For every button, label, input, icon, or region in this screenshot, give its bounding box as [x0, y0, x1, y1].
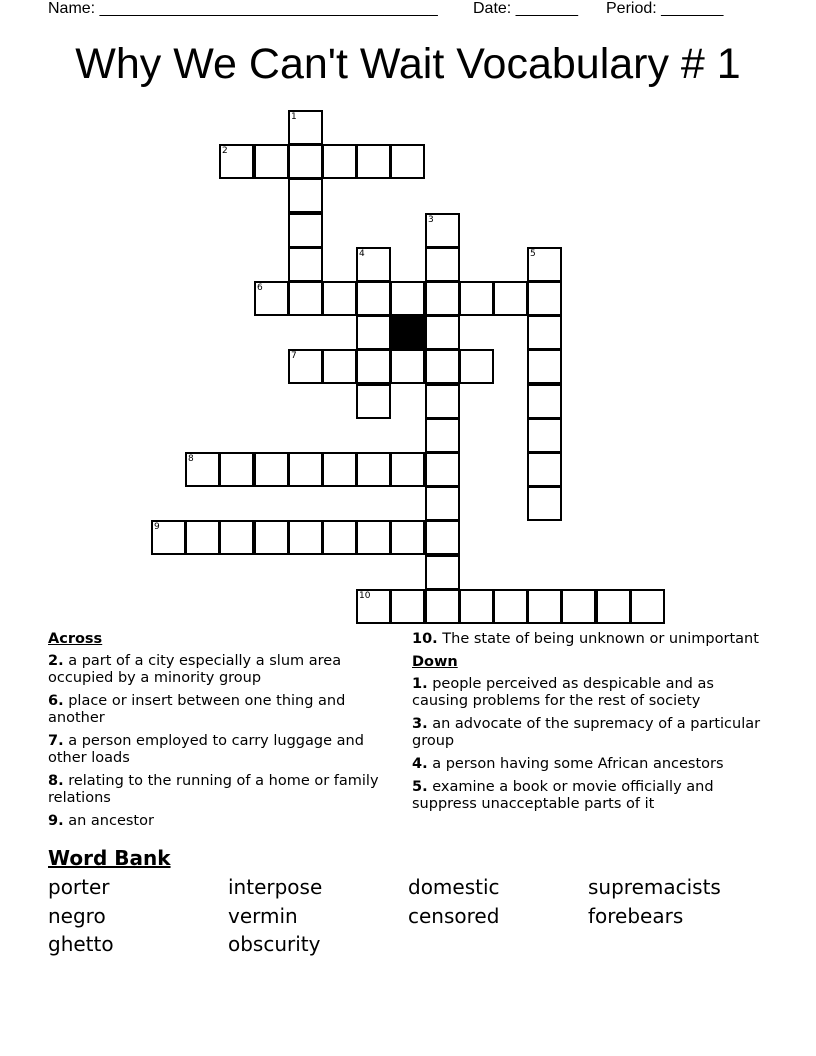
- crossword-cell[interactable]: [630, 589, 665, 624]
- crossword-cell[interactable]: [425, 315, 460, 350]
- crossword-cell[interactable]: [493, 589, 528, 624]
- period-field-label: Period: _______: [606, 0, 724, 17]
- across-clues: [48, 631, 398, 836]
- crossword-cell[interactable]: [527, 315, 562, 350]
- crossword-cell[interactable]: [425, 486, 460, 521]
- crossword-cell[interactable]: [390, 281, 425, 316]
- crossword-cell[interactable]: [185, 452, 220, 487]
- crossword-cell[interactable]: [288, 349, 323, 384]
- clue-number: 4: [359, 249, 365, 259]
- crossword-cell[interactable]: [459, 349, 494, 384]
- crossword-cell[interactable]: [425, 213, 460, 248]
- crossword-cell[interactable]: [425, 384, 460, 419]
- crossword-cell[interactable]: [425, 281, 460, 316]
- crossword-cell[interactable]: [561, 589, 596, 624]
- clue-number: 10: [359, 591, 371, 601]
- clue-down-5: 5. examine a book or movie officially and suppress unacceptable parts of it: [412, 779, 714, 812]
- crossword-cell[interactable]: [527, 384, 562, 419]
- crossword-cell[interactable]: [390, 452, 425, 487]
- crossword-cell[interactable]: [322, 349, 357, 384]
- word-bank-item: domestic: [408, 875, 500, 899]
- crossword-cell[interactable]: [425, 418, 460, 453]
- clue-down-3: 3. an advocate of the supremacy of a particular group: [412, 716, 761, 749]
- crossword-cell[interactable]: [322, 520, 357, 555]
- crossword-cell[interactable]: [356, 589, 391, 624]
- word-bank-item: porter: [48, 875, 110, 899]
- across-heading: Across: [48, 631, 103, 647]
- word-bank-item: forebears: [588, 904, 684, 928]
- crossword-cell[interactable]: [527, 486, 562, 521]
- crossword-cell[interactable]: [527, 452, 562, 487]
- crossword-cell[interactable]: [390, 144, 425, 179]
- crossword-cell[interactable]: [288, 213, 323, 248]
- clue-across-8: 8. relating to the running of a home or family relations: [48, 773, 379, 806]
- word-bank-item: negro: [48, 904, 106, 928]
- word-bank-item: supremacists: [588, 875, 721, 899]
- crossword-cell[interactable]: [356, 520, 391, 555]
- crossword-cell[interactable]: [390, 520, 425, 555]
- clue-number: 3: [428, 215, 434, 225]
- crossword-black-square: [390, 315, 425, 350]
- word-bank-item: vermin: [228, 904, 298, 928]
- crossword-cell[interactable]: [493, 281, 528, 316]
- clue-number: 2: [222, 146, 228, 156]
- crossword-cell[interactable]: [288, 144, 323, 179]
- crossword-cell[interactable]: [390, 349, 425, 384]
- crossword-cell[interactable]: [356, 281, 391, 316]
- word-bank-item: interpose: [228, 875, 323, 899]
- crossword-cell[interactable]: [527, 247, 562, 282]
- crossword-cell[interactable]: [151, 520, 186, 555]
- clue-number: 1: [291, 112, 297, 122]
- crossword-cell[interactable]: [596, 589, 631, 624]
- crossword-cell[interactable]: [254, 452, 289, 487]
- word-bank-item: obscurity: [228, 932, 321, 956]
- crossword-cell[interactable]: [425, 452, 460, 487]
- clue-across-9: 9. an ancestor: [48, 813, 154, 829]
- page-title: Why We Can't Wait Vocabulary # 1: [75, 40, 741, 88]
- clue-across-6: 6. place or insert between one thing and another: [48, 693, 346, 726]
- crossword-cell[interactable]: [288, 281, 323, 316]
- crossword-cell[interactable]: [356, 349, 391, 384]
- crossword-cell[interactable]: [527, 281, 562, 316]
- crossword-cell[interactable]: [254, 281, 289, 316]
- crossword-cell[interactable]: [425, 520, 460, 555]
- crossword-cell[interactable]: [459, 589, 494, 624]
- clue-number: 5: [530, 249, 536, 259]
- crossword-cell[interactable]: [288, 178, 323, 213]
- clue-down-1: 1. people perceived as despicable and as causing problems for the rest of society: [412, 676, 714, 709]
- crossword-cell[interactable]: [356, 384, 391, 419]
- date-field-label: Date: _______: [473, 0, 578, 17]
- word-bank-item: censored: [408, 904, 500, 928]
- clue-down-4: 4. a person having some African ancestors: [412, 756, 724, 772]
- crossword-cell[interactable]: [219, 452, 254, 487]
- crossword-cell[interactable]: [356, 247, 391, 282]
- crossword-cell[interactable]: [356, 144, 391, 179]
- crossword-cell[interactable]: [322, 452, 357, 487]
- crossword-cell[interactable]: [356, 315, 391, 350]
- down-heading: Down: [412, 654, 458, 670]
- crossword-cell[interactable]: [527, 349, 562, 384]
- clue-number: 8: [188, 454, 194, 464]
- crossword-cell[interactable]: [459, 281, 494, 316]
- word-bank-title: Word Bank: [48, 846, 171, 870]
- clue-across-7: 7. a person employed to carry luggage and other loads: [48, 733, 364, 766]
- crossword-cell[interactable]: [425, 555, 460, 590]
- crossword-cell[interactable]: [527, 589, 562, 624]
- crossword-cell[interactable]: [254, 144, 289, 179]
- clue-number: 6: [257, 283, 263, 293]
- crossword-cell[interactable]: [219, 144, 254, 179]
- crossword-cell[interactable]: [322, 144, 357, 179]
- crossword-cell[interactable]: [356, 452, 391, 487]
- crossword-cell[interactable]: [425, 349, 460, 384]
- crossword-cell[interactable]: [288, 247, 323, 282]
- name-field-label: Name: ______________________________________: [48, 0, 438, 17]
- crossword-cell[interactable]: [425, 589, 460, 624]
- clue-across-10: 10. The state of being unknown or unimportant: [412, 631, 759, 647]
- crossword-cell[interactable]: [288, 110, 323, 145]
- crossword-cell[interactable]: [219, 520, 254, 555]
- clue-number: 9: [154, 522, 160, 532]
- crossword-cell[interactable]: [288, 520, 323, 555]
- crossword-cell[interactable]: [288, 452, 323, 487]
- clue-across-2: 2. a part of a city especially a slum area occupied by a minority group: [48, 653, 342, 686]
- crossword-cell[interactable]: [425, 247, 460, 282]
- clue-number: 7: [291, 351, 297, 361]
- crossword-cell[interactable]: [185, 520, 220, 555]
- crossword-cell[interactable]: [254, 520, 289, 555]
- crossword-cell[interactable]: [527, 418, 562, 453]
- crossword-cell[interactable]: [322, 281, 357, 316]
- crossword-cell[interactable]: [390, 589, 425, 624]
- down-clues: [412, 631, 762, 819]
- word-bank-item: ghetto: [48, 932, 114, 956]
